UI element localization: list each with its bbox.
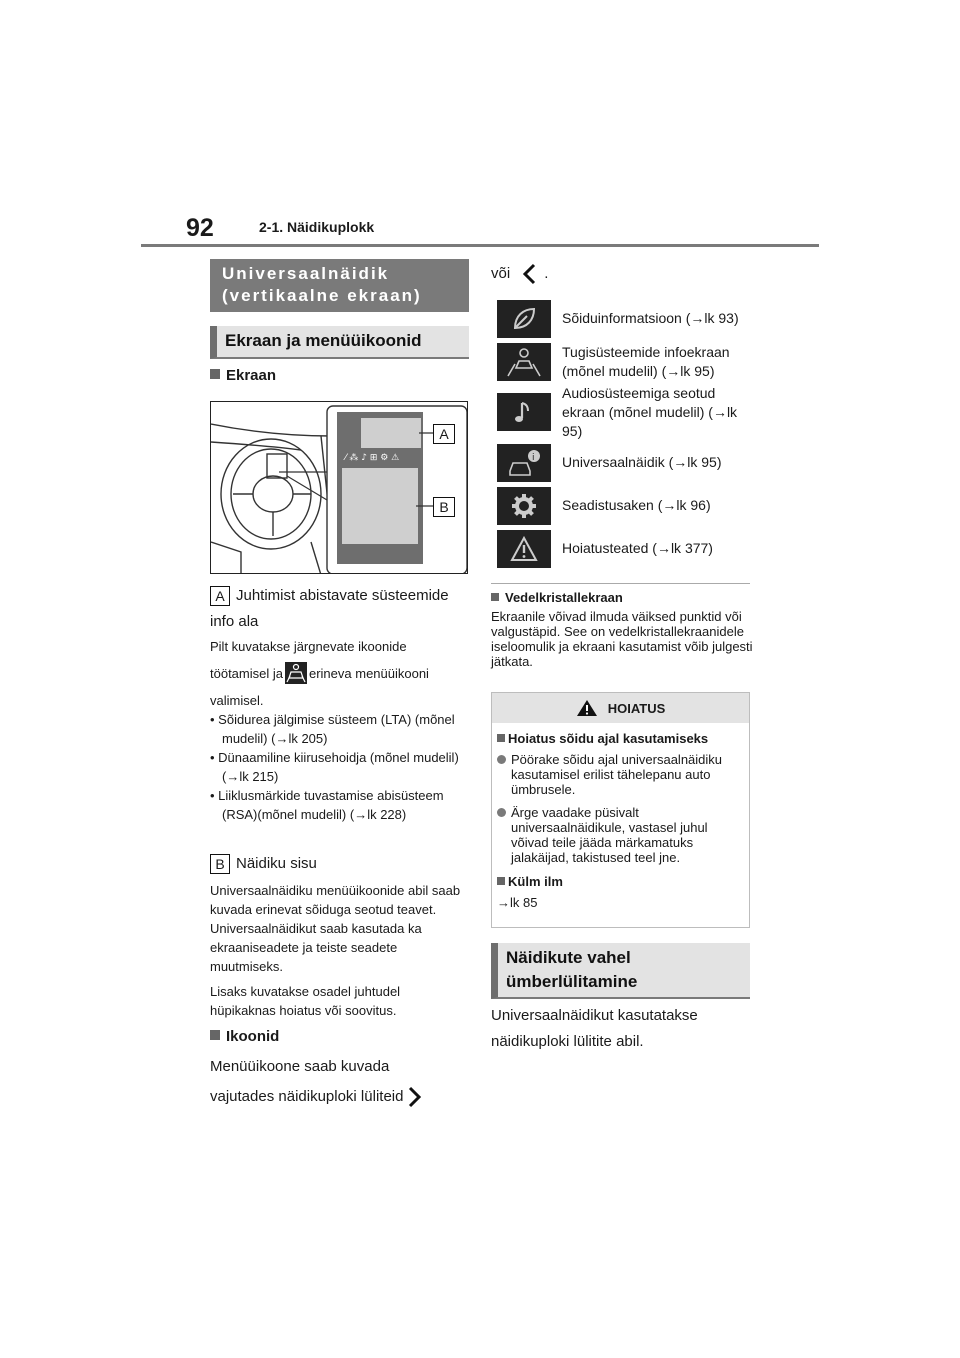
leaf-icon: [497, 300, 551, 338]
icon-label: Seadistusaken (→lk 96): [562, 497, 711, 513]
dashboard-drawing: [211, 402, 468, 574]
warning-triangle-icon: [497, 530, 551, 568]
warning-heading-2-text: Külm ilm: [508, 874, 563, 889]
square-bullet-icon: [497, 734, 505, 742]
item-a: [210, 583, 468, 635]
letter-a-box: A: [210, 586, 230, 606]
item-b: [210, 851, 468, 877]
item-a-desc-3: valimisel.: [210, 693, 264, 708]
chevron-left-icon: [522, 263, 538, 285]
chevron-right-icon: [407, 1086, 423, 1108]
chapter-title-box: Universaalnäidik (vertikaalne ekraan): [210, 259, 469, 312]
warning-point-2: [497, 805, 741, 865]
screen-heading: [210, 367, 276, 384]
warning-heading-1: [497, 731, 741, 746]
icons-heading: [210, 1028, 279, 1045]
warning-heading-1-text: Hoiatus sõidu ajal kasutamiseks: [508, 731, 709, 746]
switch-text: Universaalnäidikut kasutatakse näidikuploki lülitite abil.: [491, 1007, 698, 1050]
list-item: • Liiklusmärkide tuvastamise abisüsteem (RSA)(mõnel mudelil) (→lk 228): [210, 788, 444, 822]
item-a-desc-2: [210, 662, 470, 684]
warning-point-1-text: Pöörake sõidu ajal universaalnäidiku kasutamisel erilist tähelepanu auto ümbrusele.: [511, 752, 723, 797]
gear-icon: [497, 487, 551, 525]
dashboard-illustration: [210, 401, 468, 574]
warning-title: HOIATUS: [607, 700, 666, 716]
warning-header: [492, 693, 749, 723]
icon-label: Tugisüsteemide infoekraan (mõnel mudelil) (→lk 95): [562, 343, 730, 379]
or-period: .: [544, 265, 549, 282]
icons-text-2-label: vajutades näidikuploki lüliteid: [210, 1088, 404, 1105]
item-b-desc-1: Universaalnäidiku menüüikoonide abil saab kuvada erinevat sõiduga seotud teavet. Universaalnäidikut saab kasutada ka ekraaniseadete ja teiste seadete muutmiseks.: [210, 883, 461, 974]
item-a-desc-2-pre: töötamisel ja: [210, 665, 283, 681]
icons-heading-text: Ikoonid: [226, 1028, 280, 1045]
item-a-desc-1: Pilt kuvatakse järgnevate ikoonide: [210, 639, 407, 654]
item-b-text: Näidiku sisu: [236, 855, 317, 872]
icon-label: Sõiduinformatsioon (→lk 93): [562, 310, 739, 326]
item-b-desc-2: Lisaks kuvatakse osadel juhtudel hüpikaknas hoiatus või soovitus.: [210, 984, 401, 1018]
subsection-title-box: Ekraan ja menüüikoonid: [210, 326, 469, 359]
letter-b-box: B: [210, 854, 230, 874]
list-item: • Sõidurea jälgimise süsteem (LTA) (mõnel mudelil) (→lk 205): [210, 712, 455, 746]
feature-list: [210, 710, 465, 824]
icon-label: Hoiatusteated (→lk 377): [562, 540, 713, 556]
lcd-heading-text: Vedelkristallekraan: [505, 590, 623, 605]
list-item: • Dünaamiline kiirusehoidja (mõnel mudelil) (→lk 215): [210, 750, 459, 784]
icons-text-1: Menüüikoone saab kuvada: [210, 1058, 390, 1075]
switch-title-box: Näidikute vahel ümberlülitamine: [491, 943, 750, 999]
screen-heading-text: Ekraan: [226, 367, 277, 384]
or-text: või: [491, 265, 511, 282]
icons-text-2: [210, 1084, 468, 1110]
list-item: [497, 527, 752, 570]
warning-point-2-text: Ärge vaadake püsivalt universaalnäidikule, vastasel juhul võivad teile jääda märkamatuks jalakäijad, takistused teel jne.: [511, 805, 708, 865]
warning-point-1: [497, 752, 741, 797]
svg-text:⁄ ⁂ ♪ ⊞ ⚙ ⚠: ⁄ ⁂ ♪ ⊞ ⚙ ⚠: [345, 453, 400, 463]
square-bullet-icon: [497, 877, 505, 885]
header-divider: [141, 244, 819, 247]
page-number: 92: [186, 214, 214, 242]
icon-list: [497, 297, 752, 570]
square-bullet-icon: [210, 369, 220, 379]
illustration-label-b: B: [433, 497, 455, 517]
warning-box: [491, 692, 750, 928]
car-assist-icon: [285, 662, 307, 684]
warning-triangle-icon: [576, 699, 598, 717]
item-a-desc-2-post: erineva menüüikooni: [308, 665, 429, 681]
car-assist-icon: [497, 343, 551, 381]
svg-text:i: i: [532, 452, 535, 463]
square-bullet-icon: [210, 1030, 220, 1040]
bullet-dot-icon: [497, 808, 506, 817]
illustration-label-a: A: [433, 424, 455, 444]
icon-label: Universaalnäidik (→lk 95): [562, 454, 722, 470]
list-item: [497, 340, 752, 383]
list-item: [497, 383, 752, 441]
warning-reference: →lk 85: [497, 895, 538, 910]
list-item: [497, 441, 752, 484]
list-item: [497, 484, 752, 527]
divider: [491, 583, 750, 584]
square-bullet-icon: [491, 593, 499, 601]
section-title: 2-1. Näidikuplokk: [259, 219, 375, 235]
lcd-text: Ekraanile võivad ilmuda väiksed punktid või valgustäpid. See on vedelkristallekraanidele iseloomulik ja ekraani kasutamist võib julgesti jätkata.: [491, 609, 753, 669]
lcd-heading: [491, 590, 623, 605]
icon-label: Audiosüsteemiga seotud ekraan (mõnel mudelil) (→lk 95): [562, 384, 738, 439]
list-item: [497, 297, 752, 340]
or-line: [491, 261, 548, 287]
item-a-text: Juhtimist abistavate süsteemide info ala: [210, 587, 449, 630]
warning-heading-2: [497, 874, 741, 889]
music-note-icon: [497, 393, 551, 431]
car-info-icon: [497, 444, 551, 482]
bullet-dot-icon: [497, 755, 506, 764]
